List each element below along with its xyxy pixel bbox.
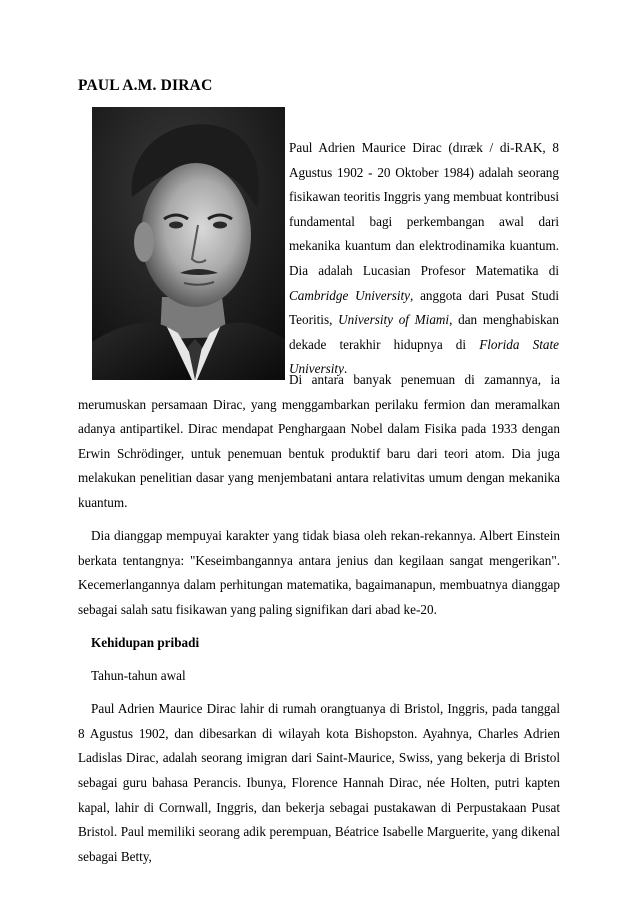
link-cambridge: Cambridge University bbox=[289, 287, 411, 303]
portrait-photo bbox=[92, 107, 285, 380]
link-miami: University of Miami bbox=[338, 312, 450, 328]
intro-block bbox=[289, 136, 559, 382]
document-title: PAUL A.M. DIRAC bbox=[78, 77, 213, 94]
portrait-image bbox=[92, 107, 285, 380]
subsection-heading: Tahun-tahun awal bbox=[91, 668, 186, 684]
body-text bbox=[78, 368, 560, 869]
paragraph-character: Dia dianggap mempuyai karakter yang tidak biasa oleh rekan-rekannya. Albert Einstein berkata tentangnya: "Keseimbangannya antara jenius dan kegilaan sangat mengerikan". Kecemerlangannya dalam perhitungan matematika, bagaimanapun, membuatnya dianggap sebagai salah satu fisikawan yang paling signifikan dari abad ke-20. bbox=[78, 528, 560, 617]
paragraph-discoveries: Di antara banyak penemuan di zamannya, ia merumuskan persamaan Dirac, yang menggambarkan perilaku fermion dan meramalkan adanya antipartikel. Dirac mendapat Penghargaan Nobel dalam Fisika pada 1933 dengan Erwin Schrödinger, untuk penemuan bentuk produktif baru dari teori atom. Dia juga melakukan penelitian dasar yang menjembatani antara relativitas umum dengan mekanika kuantum. bbox=[78, 372, 560, 510]
intro-paragraph: Paul Adrien Maurice Dirac (dɪræk / di-RAK, 8 Agustus 1902 - 20 Oktober 1984) adalah seorang fisikawan teoritis Inggris yang membuat kontribusi fundamental bagi perkembangan awal dari mekanika kuantum dan elektrodinamika kuantum. Dia adalah Lucasian Profesor Matematika di Cambridge University, anggota dari Pusat Studi Teoritis, University of Miami, dan menghabiskan dekade terakhir hidupnya di Florida State University. bbox=[289, 140, 560, 377]
link-florida: Florida State University bbox=[289, 336, 559, 377]
paragraph-early-life: Paul Adrien Maurice Dirac lahir di rumah orangtuanya di Bristol, Inggris, pada tanggal 8 Agustus 1902, dan dibesarkan di wilayah kota Bishopston. Ayahnya, Charles Adrien Ladislas Dirac, adalah seorang imigran dari Saint-Maurice, Swiss, yang bekerja di Bristol sebagai guru bahasa Perancis. Ibunya, Florence Hannah Dirac, née Holten, putri kapten kapal, lahir di Cornwall, Inggris, dan bekerja sebagai pustakawan di Perpustakaan Pusat Bristol. Paul memiliki seorang adik perempuan, Béatrice Isabelle Marguerite, yang dikenal sebagai Betty, bbox=[78, 701, 560, 864]
section-heading: Kehidupan pribadi bbox=[91, 634, 200, 650]
